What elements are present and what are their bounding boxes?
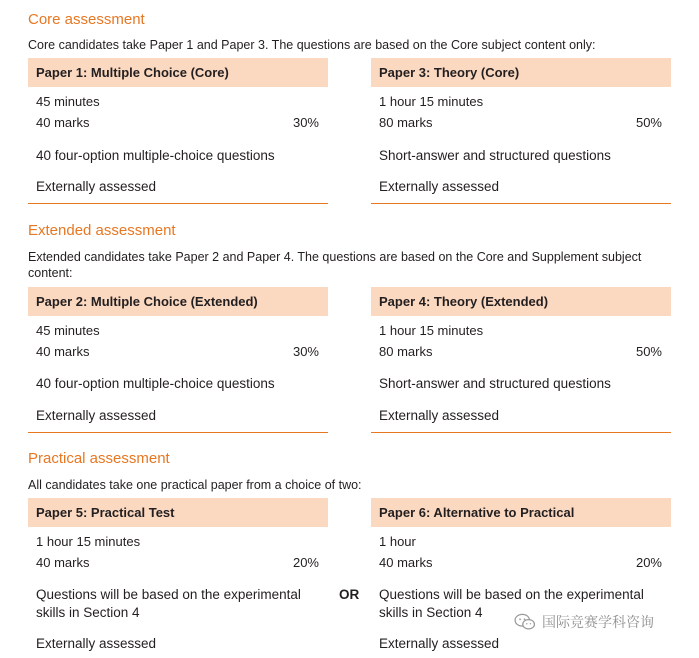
paper-duration: 1 hour 15 minutes: [36, 534, 141, 549]
paper-assessment: Externally assessed: [379, 636, 500, 651]
paper-description: Questions will be based on the experimental skills in Section 4: [379, 587, 644, 620]
paper-marks: 40 marks: [36, 115, 90, 130]
paper-name: Paper 2: Multiple Choice (Extended): [28, 287, 328, 316]
paper-assessment: Externally assessed: [36, 408, 157, 423]
section-title-extended: Extended assessment: [28, 222, 176, 239]
paper-marks: 80 marks: [379, 115, 433, 130]
wechat-icon: [514, 613, 536, 631]
section-title-core: Core assessment: [28, 11, 145, 28]
section-title-practical: Practical assessment: [28, 450, 170, 467]
paper-name: Paper 3: Theory (Core): [371, 58, 671, 87]
paper-name: Paper 6: Alternative to Practical: [371, 498, 671, 527]
paper-description: 40 four-option multiple-choice questions: [36, 376, 275, 391]
paper-weight: 30%: [292, 115, 319, 130]
paper-name: Paper 1: Multiple Choice (Core): [28, 58, 328, 87]
paper-card-5: [28, 498, 328, 658]
paper-duration: 45 minutes: [36, 94, 100, 109]
paper-weight: 50%: [635, 115, 662, 130]
paper-marks: 40 marks: [379, 555, 433, 570]
paper-assessment: Externally assessed: [379, 408, 500, 423]
paper-card-2: [28, 287, 328, 433]
paper-name: Paper 5: Practical Test: [28, 498, 328, 527]
paper-card-1: [28, 58, 328, 204]
paper-description: Short-answer and structured questions: [379, 376, 611, 391]
paper-description: Questions will be based on the experimental skills in Section 4: [36, 587, 301, 620]
section-intro-practical: All candidates take one practical paper from a choice of two:: [28, 478, 362, 492]
watermark: [514, 612, 654, 632]
paper-duration: 45 minutes: [36, 323, 100, 338]
paper-name: Paper 4: Theory (Extended): [371, 287, 671, 316]
paper-card-4: [371, 287, 671, 433]
paper-card-6: [371, 498, 671, 658]
or-label: OR: [339, 587, 360, 602]
paper-weight: 50%: [635, 344, 662, 359]
paper-description: Short-answer and structured questions: [379, 148, 611, 163]
paper-duration: 1 hour: [379, 534, 416, 549]
section-intro-extended: Extended candidates take Paper 2 and Paper 4. The questions are based on the Core and Supplement subject content:: [28, 250, 642, 280]
paper-marks: 40 marks: [36, 555, 90, 570]
paper-card-3: [371, 58, 671, 204]
paper-assessment: Externally assessed: [36, 179, 157, 194]
paper-weight: 30%: [292, 344, 319, 359]
paper-marks: 80 marks: [379, 344, 433, 359]
paper-description: 40 four-option multiple-choice questions: [36, 148, 275, 163]
paper-duration: 1 hour 15 minutes: [379, 323, 484, 338]
paper-duration: 1 hour 15 minutes: [379, 94, 484, 109]
paper-marks: 40 marks: [36, 344, 90, 359]
paper-assessment: Externally assessed: [36, 636, 157, 651]
paper-assessment: Externally assessed: [379, 179, 500, 194]
paper-weight: 20%: [635, 555, 662, 570]
paper-weight: 20%: [292, 555, 319, 570]
watermark-text: 国际竞赛学科咨询: [542, 614, 654, 630]
section-intro-core: Core candidates take Paper 1 and Paper 3. The questions are based on the Core subject content only:: [28, 38, 596, 52]
